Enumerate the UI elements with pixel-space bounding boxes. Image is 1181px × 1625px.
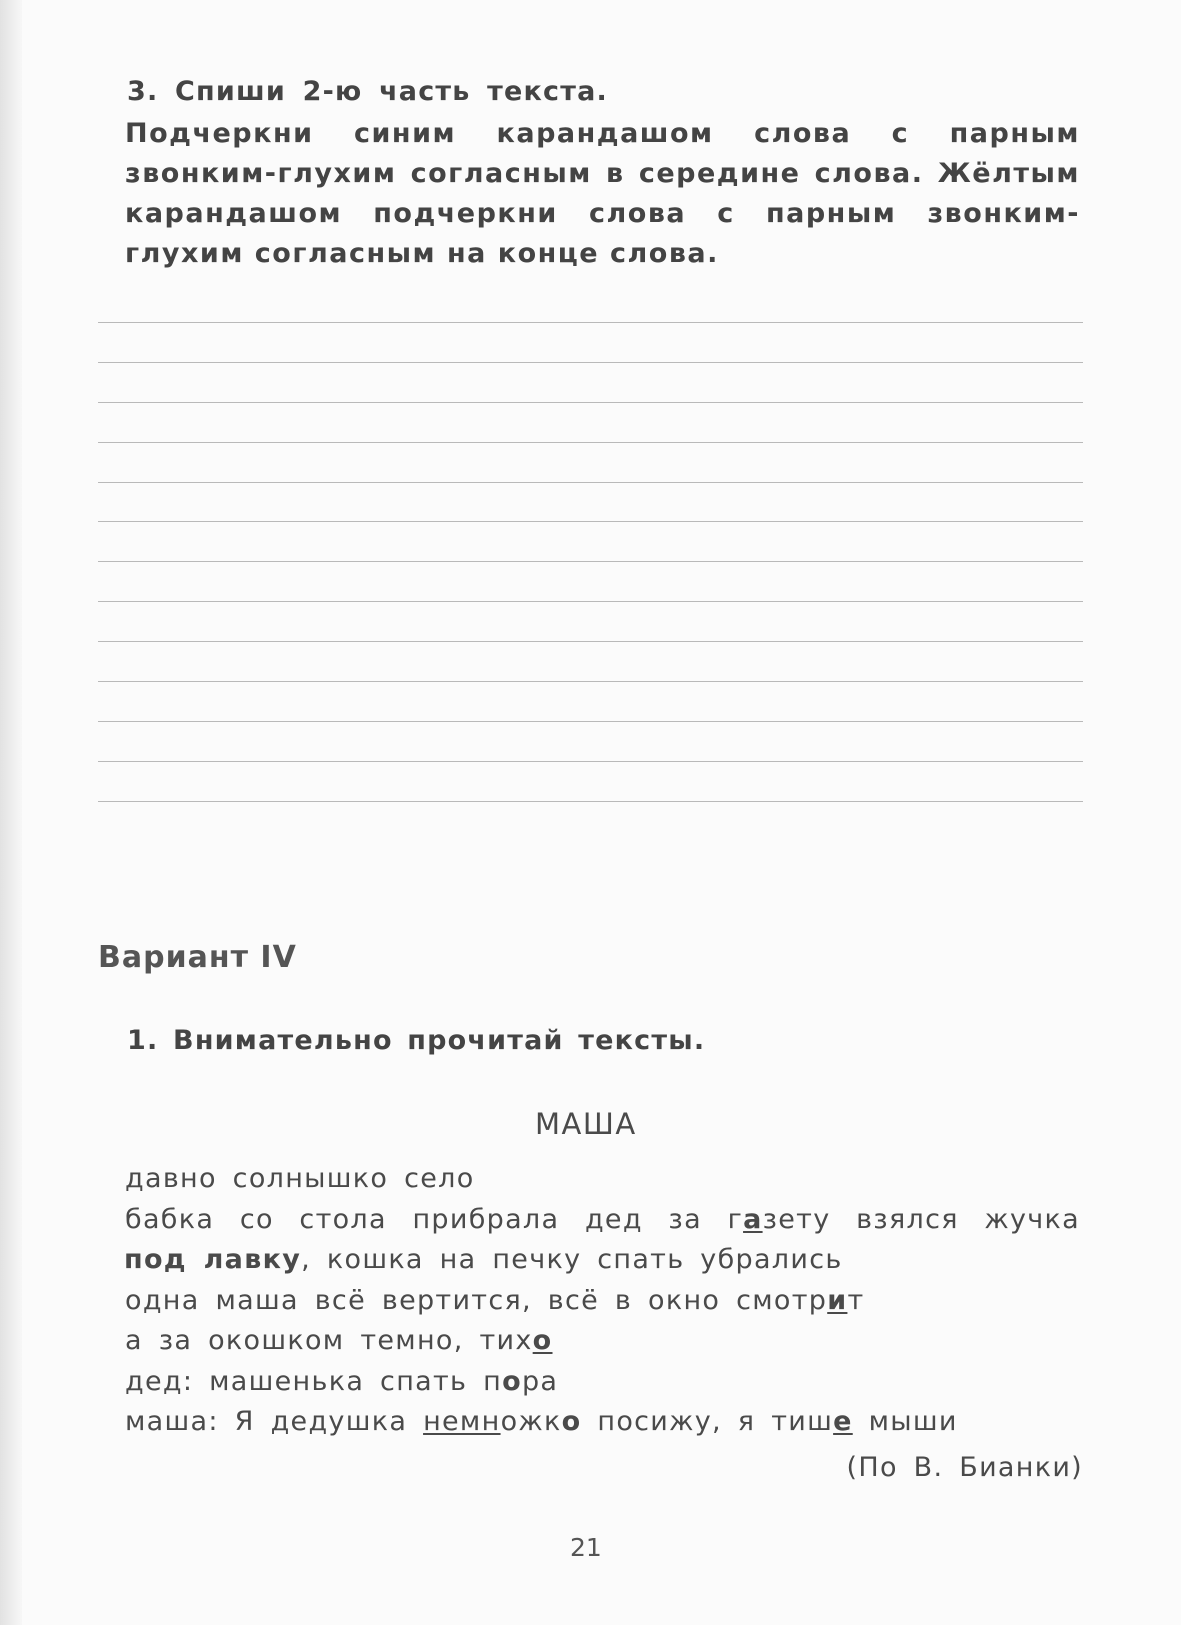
writing-line[interactable]: [98, 482, 1083, 483]
text-fragment: т: [847, 1284, 865, 1316]
writing-lines: [98, 322, 1083, 841]
text-title: МАША: [535, 1107, 637, 1141]
text-line-4: [125, 1281, 1080, 1322]
page-number: 21: [570, 1533, 602, 1562]
highlighted-letter: е: [833, 1406, 853, 1437]
writing-line[interactable]: [98, 402, 1083, 403]
text-fragment: зету взялся жучка: [762, 1203, 1080, 1235]
highlighted-letter: и: [827, 1284, 848, 1316]
writing-line[interactable]: [98, 561, 1083, 562]
task-3-heading: 3. Спиши 2-ю часть текста.: [127, 76, 608, 107]
text-line-1-content: давно солнышко село: [125, 1163, 475, 1194]
reading-text: [125, 1159, 1080, 1443]
text-fragment: посижу, я тиш: [581, 1406, 834, 1437]
writing-line[interactable]: [98, 721, 1083, 722]
text-fragment: а за окошком темно, тих: [125, 1325, 533, 1356]
text-fragment: бабка со стола прибрала дед за г: [125, 1203, 744, 1235]
writing-line[interactable]: [98, 442, 1083, 443]
underlined-fragment: немн: [423, 1406, 501, 1437]
highlighted-letter: о: [561, 1406, 582, 1437]
text-fragment: ожк: [500, 1406, 562, 1437]
text-line-7: [125, 1402, 1080, 1443]
task-1-heading: 1. Внимательно прочитай тексты.: [127, 1025, 706, 1056]
page-edge: [0, 0, 22, 1625]
writing-line[interactable]: [98, 801, 1083, 802]
bold-phrase: под лавку: [124, 1244, 302, 1275]
text-fragment: ра: [521, 1365, 559, 1397]
writing-line[interactable]: [98, 761, 1083, 762]
text-fragment: одна маша всё вертится, всё в окно смотр: [125, 1284, 828, 1316]
writing-line[interactable]: [98, 681, 1083, 682]
writing-line[interactable]: [98, 521, 1083, 522]
text-fragment: , кошка на печку спать убрались: [301, 1244, 843, 1275]
text-line-2: [125, 1200, 1080, 1241]
text-line-3: [124, 1240, 1080, 1281]
highlighted-letter: о: [532, 1325, 553, 1356]
writing-line[interactable]: [98, 362, 1083, 363]
task-3-instructions: Подчеркни синим карандашом слова с парным звонким-глухим согласным в середине слова. Жёлтым карандашом подчеркни слова с парным звонким-глухим согласным на конце слова.: [125, 118, 1080, 269]
highlighted-letter: а: [743, 1203, 763, 1235]
text-line-6: [125, 1362, 1080, 1403]
writing-line[interactable]: [98, 322, 1083, 323]
text-fragment: мыши: [852, 1406, 958, 1437]
text-line-5: [125, 1321, 1080, 1362]
text-fragment: дед: машенька спать п: [125, 1365, 503, 1397]
variant-title: Вариант IV: [98, 940, 297, 975]
writing-line[interactable]: [98, 641, 1083, 642]
text-line-1: [125, 1159, 1080, 1200]
highlighted-letter: о: [502, 1365, 522, 1397]
writing-line[interactable]: [98, 601, 1083, 602]
author-attribution: (По В. Бианки): [846, 1452, 1083, 1483]
text-fragment: маша: Я дедушка: [125, 1406, 424, 1437]
